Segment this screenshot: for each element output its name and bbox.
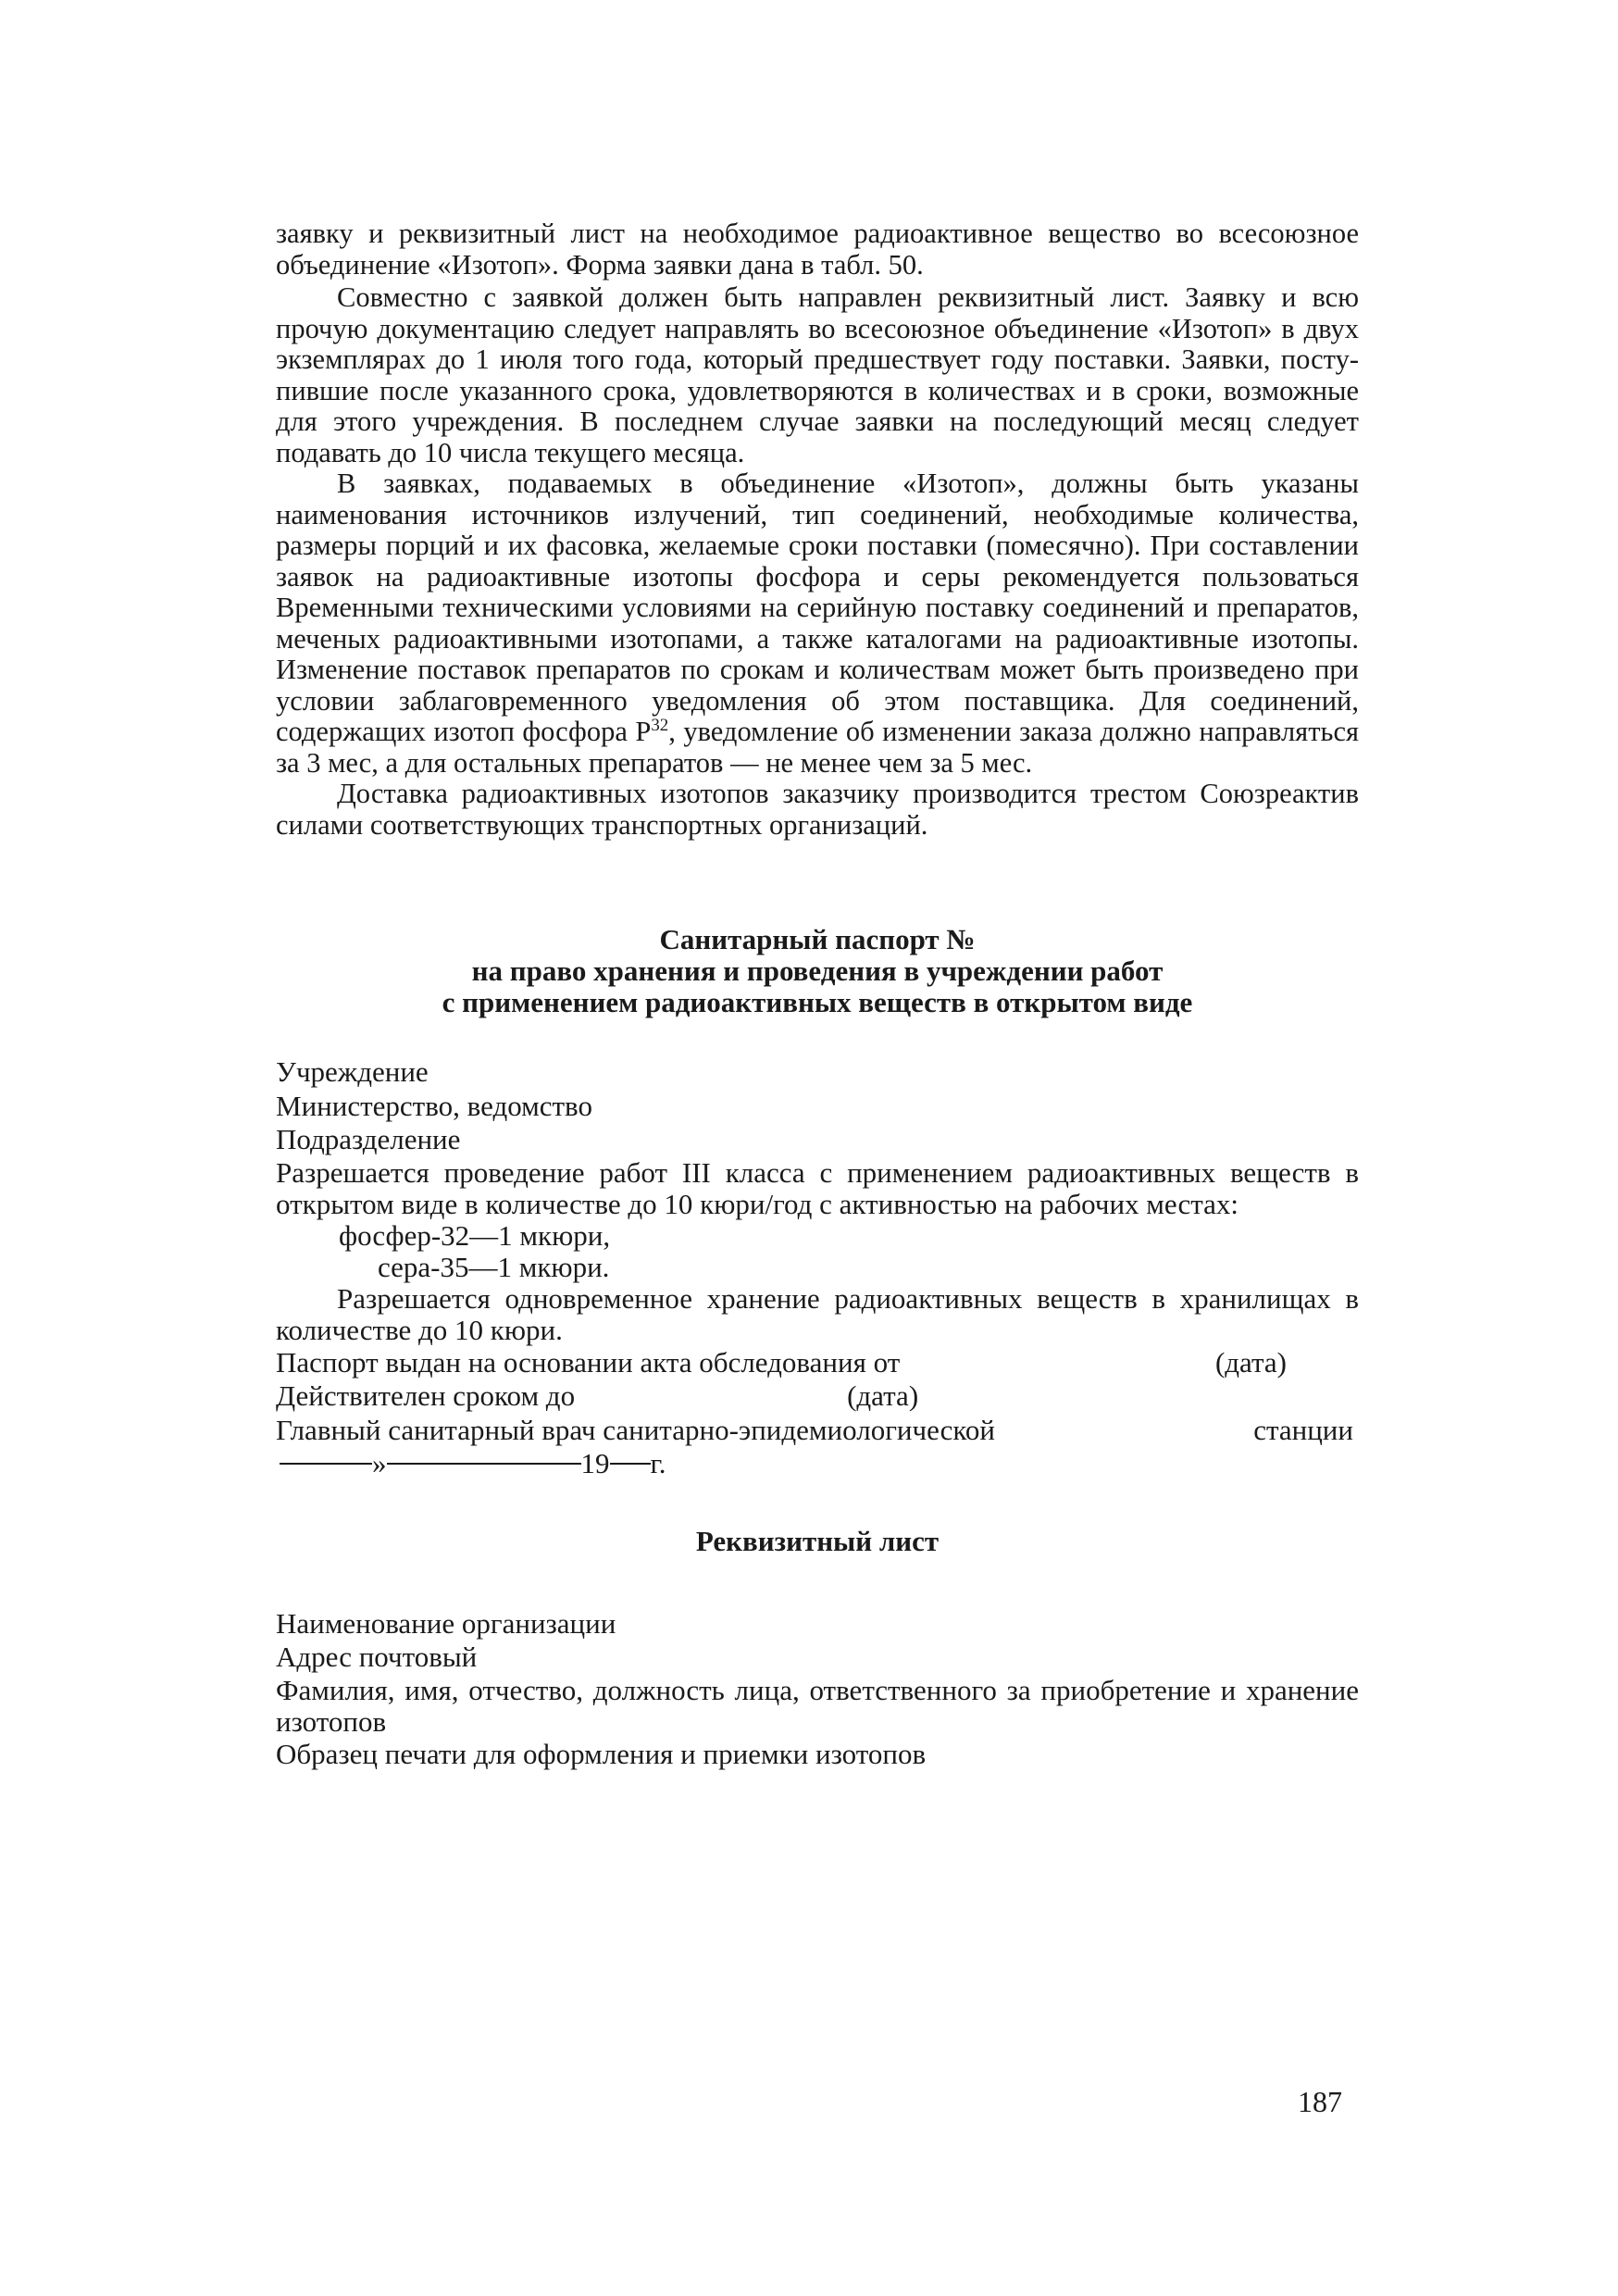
paragraph-requisite-sheet: Совместно с заявкой должен быть направлен реквизитный лист. Заявку и всю прочую документацию следует направлять во всесоюзное объединение «Изотоп» в двух экземплярах до 1 июля того года, который предшествует году поставки. Заявки, поступившие после указанного срока, удовлетворяются в количествах и в сроки, возможные для этого учреждения. В последнем случае заявки на последующий месяц следует подавать до 10 числа текущего месяца. [276, 281, 1359, 468]
field-division: Подразделение [276, 1123, 461, 1155]
page-number: 187 [1298, 2085, 1342, 2118]
date-year: 19 [580, 1447, 610, 1479]
date-quote: » [372, 1447, 387, 1479]
day-blank [280, 1463, 372, 1465]
field-seal-sample: Образец печати для оформления и приемки изотопов [276, 1737, 927, 1770]
month-blank [387, 1463, 581, 1465]
requisite-heading: Реквизитный лист [695, 1524, 940, 1557]
field-ministry: Министерство, ведомство [276, 1089, 592, 1122]
date-suffix: г. [650, 1447, 666, 1479]
validity-date: (дата) [847, 1379, 919, 1412]
paragraph-applications-text: В заявках, подаваемых в объединение «Изотоп», должны быть указаны наименования источников излучений, тип соединений, необходимые количества, размеры порций и их фасовка, желаемые сроки поставки (помесячно). При составлении заявок на радиоактивные изотопы фосфора и серы рекомендуется пользоваться Временными техническими условиями на серийную поставку соединений и препаратов, меченых радиоактивными изотопами, а также каталогами на радиоактивные изотопы. Изменение поставок препаратов по срокам и количествам может быть произведено при условии заблаговременного уведомления об этом поставщика. Для соединений, содержащих изотоп фосфора [276, 468, 1359, 747]
validity-row [276, 1379, 1359, 1414]
chief-doctor-station: станции [1253, 1413, 1353, 1446]
paragraph-delivery: Доставка радиоактивных изотопов заказчику производится трестом Союзреактив силами соответствующих транспортных организаций. [276, 778, 1359, 841]
passport-issued-label: Паспорт выдан на основании акта обследования от [276, 1345, 901, 1379]
passport-heading-line3: с применением радиоактивных веществ в открытом виде [442, 986, 1193, 1018]
field-org-name: Наименование организации [276, 1606, 616, 1640]
field-institution: Учреждение [276, 1055, 429, 1088]
field-address: Адрес почтовый [276, 1641, 478, 1673]
passport-issued-date: (дата) [1214, 1345, 1287, 1379]
chief-doctor-label: Главный санитарный врач санитарно-эпидемиологической [276, 1413, 995, 1446]
sulfur-activity: сера-35—1 мкюри. [378, 1250, 610, 1283]
passport-heading-line1: Санитарный паспорт № [659, 923, 976, 955]
phosphorus-activity: фосфер-32—1 мкюри, [339, 1218, 611, 1252]
field-responsible-person: Фамилия, имя, отчество, должность лица, ответственного за приобретение и хранение изотопов [276, 1673, 1359, 1738]
isotope-symbol: P [635, 716, 652, 747]
paragraph-applications-rest: , уведомление об изменении заказа должно направляться за 3 мес, а для остальных препаратов — не менее чем за 5 мес. [276, 716, 1360, 779]
storage-permission: Разрешается одновременное хранение радиоактивных веществ в хранилищах в количестве до 10 кюри. [276, 1281, 1359, 1346]
paragraph-applications [276, 468, 1359, 779]
year-blank [610, 1463, 651, 1465]
validity-label: Действителен сроком до [276, 1379, 576, 1412]
paragraph-request: заявку и реквизитный лист на необходимое радиоактивное вещество во всесоюзное объединение «Изотоп». Форма заявки дана в табл. 50. [276, 218, 1359, 281]
page-content [276, 218, 1359, 1771]
passport-heading-line2: на право хранения и проведения в учреждении работ [471, 955, 1164, 987]
chief-doctor-row [276, 1414, 1359, 1448]
passport-issued-row [276, 1346, 1359, 1380]
signature-date-line [276, 1447, 1359, 1481]
isotope-mass-number: 32 [651, 715, 669, 735]
permission-text: Разрешается проведение работ III класса с применением радиоактивных веществ в открытом виде в количестве до 10 кюри/год с активностью на рабочих местах: [276, 1155, 1359, 1220]
